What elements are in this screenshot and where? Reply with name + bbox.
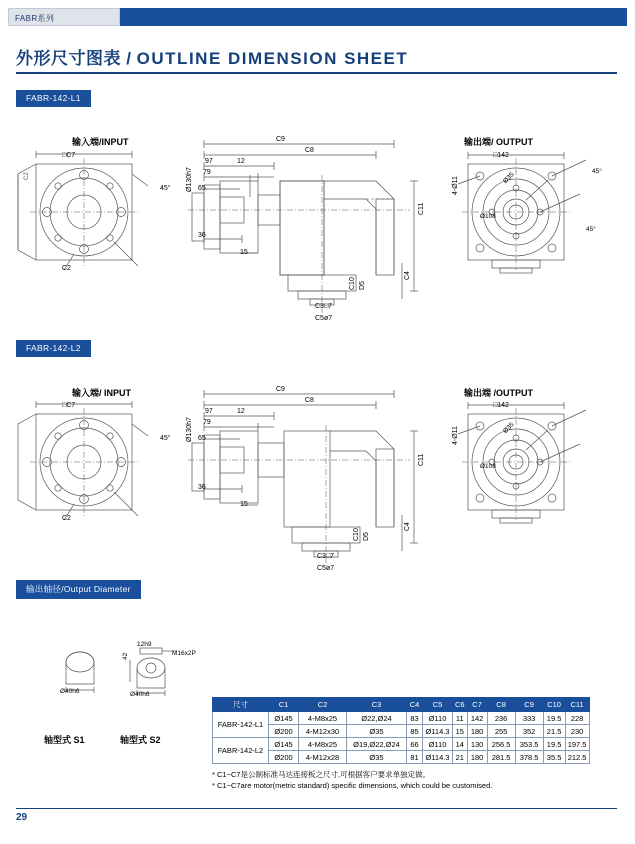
spec-cell: 281.5 (487, 751, 515, 764)
spec-header-10: C10 (543, 698, 565, 712)
spec-cell: 11 (453, 712, 468, 725)
dim-s2-length: 42 (122, 652, 129, 660)
dim-l1-c4: C4 (404, 271, 411, 280)
dim-l1-c10: C10 (349, 277, 356, 290)
spec-header-6: C6 (453, 698, 468, 712)
header-series-tag (8, 8, 120, 26)
label-shaft-s1: 轴型式 S1 (44, 735, 85, 745)
spec-cell: Ø19,Ø22,Ø24 (347, 738, 407, 751)
dim-l1-97: 97 (205, 158, 213, 165)
dim-l2-12: 12 (237, 408, 245, 415)
spec-cell: 180 (467, 751, 487, 764)
dim-l2-79: 79 (203, 419, 211, 426)
drawing-shaft-s1 (48, 638, 118, 698)
header-blue-bar (120, 8, 627, 26)
spec-header-8: C8 (487, 698, 515, 712)
spec-header-1: C1 (269, 698, 299, 712)
dim-l2-c4: C4 (404, 522, 411, 531)
table-row (213, 738, 590, 751)
dim-l1-12: 12 (237, 158, 245, 165)
spec-cell: 130 (467, 738, 487, 751)
svg-text:C2: C2 (24, 172, 30, 180)
dim-l2-65: 65 (198, 435, 206, 442)
spec-cell: Ø110 (423, 738, 453, 751)
spec-table (212, 697, 590, 764)
dim-l1-36: 36 (198, 232, 206, 239)
dim-l1-c3: C3□7 (315, 303, 333, 310)
spec-cell: 21 (453, 751, 468, 764)
spec-cell: 142 (467, 712, 487, 725)
page-header (0, 8, 635, 28)
dim-l2-c9: C9 (276, 386, 285, 393)
spec-cell: 35.5 (543, 751, 565, 764)
dim-l1-c2: C2 (62, 265, 71, 272)
drawing-l1-section (180, 135, 430, 315)
dim-l2-d130: Ø130h7 (186, 417, 193, 442)
page-number: 29 (16, 812, 28, 823)
page-title-cn: 外形尺寸图表 (16, 49, 121, 68)
section-tag-l2: FABR-142-L2 (16, 340, 91, 357)
spec-row-label-l2: FABR-142-L2 (213, 738, 269, 764)
spec-header-2: C2 (299, 698, 347, 712)
spec-cell: Ø110 (423, 712, 453, 725)
spec-cell: 83 (407, 712, 423, 725)
caption-input-l2: 输入端/ INPUT (72, 388, 132, 398)
spec-cell: 15 (453, 725, 468, 738)
dim-l1-out-sq: □142 (493, 152, 509, 159)
dim-l1-c7: □C7 (62, 152, 76, 159)
dim-l1-65: 65 (198, 185, 206, 192)
spec-cell: Ø145 (269, 712, 299, 725)
caption-output-l1: 输出端/ OUTPUT (464, 137, 533, 147)
caption-output-l2: 输出端 /OUTPUT (464, 388, 533, 398)
spec-header-3: C3 (347, 698, 407, 712)
spec-cell: 19.5 (543, 712, 565, 725)
dim-l1-out-angle2: 45° (586, 226, 596, 233)
footer-divider (16, 808, 617, 809)
dim-l2-c8: C8 (305, 397, 314, 404)
spec-cell: 4-M12x30 (299, 725, 347, 738)
page-title (16, 44, 408, 69)
dim-s1-diameter: Ø40h6 (60, 688, 80, 695)
dim-l1-angle: 45° (160, 185, 171, 192)
drawing-l1-output (448, 150, 608, 275)
drawing-l2-section (180, 385, 430, 570)
dim-l1-79: 79 (203, 169, 211, 176)
dim-l1-out-d108: Ø108 (480, 213, 496, 220)
spec-cell: Ø200 (269, 725, 299, 738)
title-divider (16, 72, 617, 74)
table-row (213, 712, 590, 725)
table-notes (212, 769, 492, 791)
label-shaft-s2: 轴型式 S2 (120, 735, 161, 745)
spec-cell: 4-M12x28 (299, 751, 347, 764)
spec-cell: 333 (515, 712, 543, 725)
dim-s2-keyway: 12h9 (137, 641, 152, 648)
spec-cell: 197.5 (565, 738, 589, 751)
spec-cell: 4-M8x25 (299, 738, 347, 751)
spec-cell: 19.5 (543, 738, 565, 751)
spec-cell: 14 (453, 738, 468, 751)
dim-l1-d130: Ø130h7 (186, 167, 193, 192)
spec-cell: Ø35 (347, 725, 407, 738)
caption-input-l1: 输入端/INPUT (72, 137, 129, 147)
dim-l1-out-holes: 4-Ø11 (452, 176, 459, 195)
dim-s2-thread: M16x2P (172, 650, 196, 657)
dim-l1-d5: D5 (359, 281, 366, 290)
dim-s2-diameter: Ø40h6 (130, 691, 150, 698)
spec-cell: Ø22,Ø24 (347, 712, 407, 725)
spec-cell: 353.5 (515, 738, 543, 751)
dim-l2-15: 15 (240, 501, 248, 508)
spec-cell: 180 (467, 725, 487, 738)
spec-header-5: C5 (423, 698, 453, 712)
spec-cell: 81 (407, 751, 423, 764)
spec-table-wrapper (212, 697, 590, 764)
drawing-l1-input (14, 150, 174, 275)
spec-header-9: C9 (515, 698, 543, 712)
spec-table-header-row (213, 698, 590, 712)
spec-header-7: C7 (467, 698, 487, 712)
spec-row-label-l1: FABR-142-L1 (213, 712, 269, 738)
spec-cell: 230 (565, 725, 589, 738)
page-title-en: OUTLINE DIMENSION SHEET (136, 49, 409, 68)
drawing-shaft-s2 (118, 638, 198, 698)
dim-l1-out-d35: Ø35 (502, 171, 516, 185)
dim-l2-c7: □C7 (62, 402, 76, 409)
dim-l1-c5: C5ø7 (315, 315, 333, 322)
drawing-l2-output (448, 400, 608, 525)
dim-l1-c9: C9 (276, 136, 285, 143)
spec-cell: 236 (487, 712, 515, 725)
spec-cell: 212.5 (565, 751, 589, 764)
spec-cell: 66 (407, 738, 423, 751)
dim-l2-d5: D5 (363, 532, 370, 541)
dim-l2-angle: 45° (160, 435, 171, 442)
spec-cell: 228 (565, 712, 589, 725)
spec-cell: Ø114.3 (423, 751, 453, 764)
dim-l2-c2: C2 (62, 515, 71, 522)
section-tag-l1: FABR-142-L1 (16, 90, 91, 107)
dim-l1-15: 15 (240, 249, 248, 256)
dim-l2-c3: C3□7 (317, 553, 335, 560)
spec-cell: 255 (487, 725, 515, 738)
spec-cell: Ø35 (347, 751, 407, 764)
dim-l1-out-angle: 45° (592, 168, 602, 175)
dim-l1-c8: C8 (305, 147, 314, 154)
spec-header-4: C4 (407, 698, 423, 712)
spec-cell: 4-M8x25 (299, 712, 347, 725)
spec-cell: 21.5 (543, 725, 565, 738)
table-row (213, 725, 590, 738)
spec-cell: 352 (515, 725, 543, 738)
dim-l1-c11: C11 (418, 202, 425, 215)
spec-cell: Ø200 (269, 751, 299, 764)
drawing-l2-input (14, 400, 174, 525)
table-row (213, 751, 590, 764)
dim-l2-out-sq: □142 (493, 402, 509, 409)
spec-cell: 256.5 (487, 738, 515, 751)
dim-l2-36: 36 (198, 484, 206, 491)
page-title-separator: / (121, 49, 137, 68)
spec-cell: 85 (407, 725, 423, 738)
spec-cell: 378.5 (515, 751, 543, 764)
dim-l2-out-d35: Ø35 (502, 421, 516, 435)
spec-header-0: 尺寸 (213, 698, 269, 712)
dim-l2-97: 97 (205, 408, 213, 415)
spec-cell: Ø114.3 (423, 725, 453, 738)
spec-cell: Ø145 (269, 738, 299, 751)
dim-l2-c5: C5ø7 (317, 565, 335, 572)
dim-l2-c10: C10 (353, 528, 360, 541)
section-tag-output-diameter: 输出轴径/Output Diameter (16, 580, 141, 599)
header-series-label: FABR系列 (15, 14, 55, 23)
note-line-2: * C1~C7are motor(metric standard) specific dimensions, which could be customised. (212, 781, 493, 790)
dim-l2-out-d108: Ø108 (480, 463, 496, 470)
dim-l2-c11: C11 (418, 453, 425, 466)
dim-l2-out-holes: 4-Ø11 (452, 426, 459, 445)
note-line-1: * C1~C7是公制标准马达连接板之尺寸,可根据客户要求单独定做。 (212, 770, 431, 779)
spec-header-11: C11 (565, 698, 589, 712)
